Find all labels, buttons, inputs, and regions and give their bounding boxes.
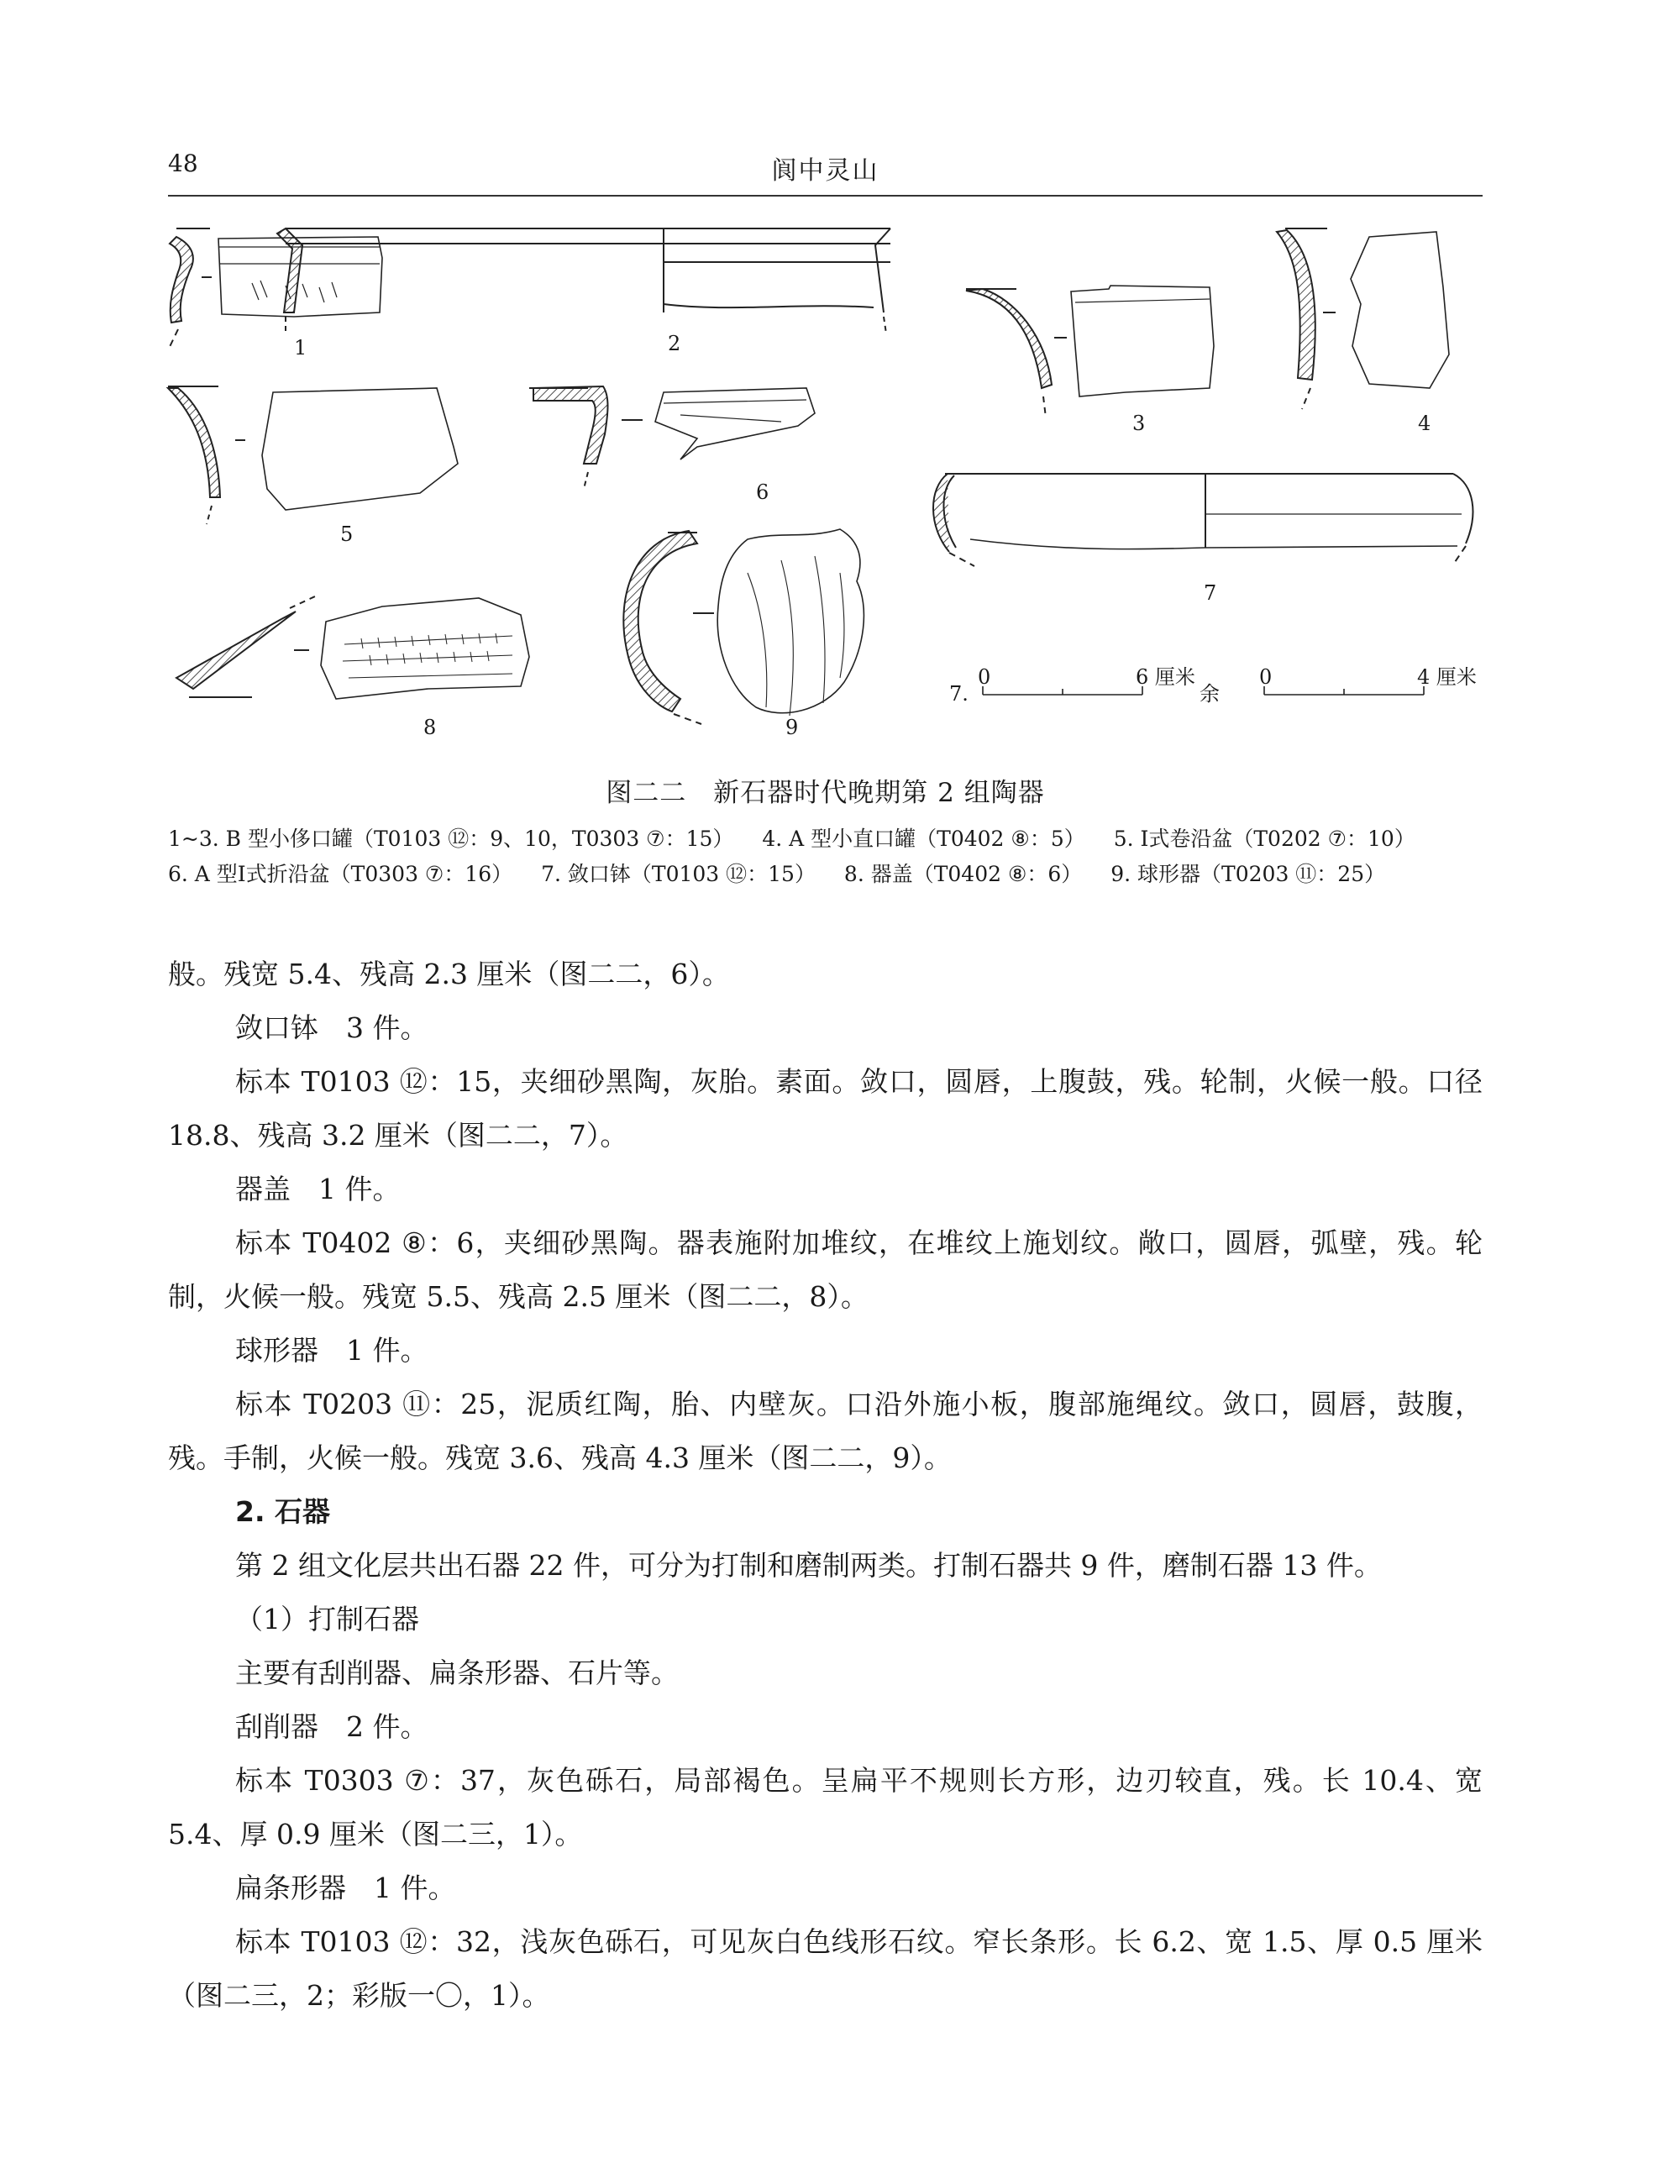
sherd-2-drawing: [277, 228, 890, 333]
fig-label-3: 3: [1132, 412, 1146, 435]
caption-item: 6. A 型Ⅰ式折沿盆（T0303 ⑦：16）: [168, 862, 513, 886]
page-header: [168, 150, 1483, 192]
figure-caption-title: 图二二 新石器时代晚期第 2 组陶器: [606, 778, 1045, 808]
paragraph: 主要有刮削器、扁条形器、石片等。: [235, 1656, 679, 1689]
fig-label-2: 2: [668, 332, 681, 355]
scale-left-end: 6 厘米: [1136, 665, 1195, 689]
caption-item: 9. 球形器（T0203 ⑪：25）: [1110, 862, 1386, 886]
item-heading: 器盖 1 件。: [235, 1173, 401, 1205]
sherd-1-drawing: [168, 228, 382, 350]
paragraph: 标本 T0103 ⑫：32，浅灰色砾石，可见灰白色线形石纹。窄长条形。长 6.2、宽 1.5、厚 0.5 厘米（图二三，2；彩版一〇，1）。: [168, 1925, 1483, 2012]
pottery-figure: [160, 220, 1495, 758]
fig-label-6: 6: [756, 480, 769, 504]
caption-row-1: [168, 822, 1495, 857]
sherd-5-drawing: [168, 386, 458, 524]
header-rule: [168, 195, 1483, 197]
fig-label-1: 1: [294, 336, 307, 360]
page-number: 48: [168, 150, 198, 177]
fig-label-7: 7: [1204, 581, 1217, 605]
item-heading: 球形器 1 件。: [235, 1334, 428, 1367]
figure-caption-items: [168, 822, 1495, 892]
paragraph: 标本 T0203 ⑪：25，泥质红陶，胎、内壁灰。口沿外施小板，腹部施绳纹。敛口，圆唇，鼓腹，残。手制，火候一般。残宽 3.6、残高 4.3 厘米（图二二，9）。: [168, 1388, 1483, 1474]
caption-row-2: [168, 857, 1495, 892]
fig-label-8: 8: [423, 716, 437, 739]
sherd-4-drawing: [1277, 228, 1449, 409]
fig-label-4: 4: [1418, 412, 1431, 435]
item-heading: 刮削器 2 件。: [235, 1710, 428, 1743]
body-text: [168, 948, 1483, 2023]
paragraph: 第 2 组文化层共出石器 22 件，可分为打制和磨制两类。打制石器共 9 件，磨制石器 13 件。: [235, 1549, 1382, 1582]
caption-item: 1~3. B 型小侈口罐（T0103 ⑫：9、10，T0303 ⑦：15）: [168, 827, 734, 851]
running-title: 阆中灵山: [771, 156, 879, 186]
caption-item: 4. A 型小直口罐（T0402 ⑧：5）: [762, 827, 1085, 851]
section-heading: 2. 石器: [235, 1495, 330, 1528]
fig-label-9: 9: [785, 716, 799, 739]
sherd-6-drawing: [529, 386, 815, 489]
paragraph: 标本 T0402 ⑧：6，夹细砂黑陶。器表施附加堆纹，在堆纹上施划纹。敞口，圆唇，弧壁，残。轮制，火候一般。残宽 5.5、残高 2.5 厘米（图二二，8）。: [168, 1226, 1483, 1313]
caption-item: 7. 敛口钵（T0103 ⑫：15）: [541, 862, 816, 886]
paragraph: 标本 T0103 ⑫：15，夹细砂黑陶，灰胎。素面。敛口，圆唇，上腹鼓，残。轮制，火候一般。口径 18.8、残高 3.2 厘米（图二二，7）。: [168, 1065, 1483, 1152]
scale-prefix: 7.: [949, 682, 969, 706]
sherd-8-drawing: [176, 596, 529, 699]
pottery-drawings: [160, 220, 1495, 758]
scale-left-zero: 0: [978, 665, 991, 689]
sherd-7-drawing: [933, 474, 1473, 566]
item-heading: 扁条形器 1 件。: [235, 1872, 456, 1904]
sherd-3-drawing: [966, 286, 1214, 417]
scale-middle: 余: [1200, 682, 1220, 706]
caption-item: 8. 器盖（T0402 ⑧：6）: [843, 862, 1083, 886]
caption-item: 5. Ⅰ式卷沿盆（T0202 ⑦：10）: [1113, 827, 1415, 851]
paragraph: 标本 T0303 ⑦：37，灰色砾石，局部褐色。呈扁平不规则长方形，边刃较直，残。长 10.4、宽 5.4、厚 0.9 厘米（图二三，1）。: [168, 1764, 1483, 1851]
fig-label-5: 5: [340, 522, 354, 546]
scale-right-end: 4 厘米: [1417, 665, 1477, 689]
scale-right-zero: 0: [1259, 665, 1273, 689]
item-heading: 敛口钵 3 件。: [235, 1011, 428, 1044]
subsection-heading: （1）打制石器: [235, 1603, 419, 1635]
sherd-9-drawing: [623, 529, 864, 724]
paragraph: 般。残宽 5.4、残高 2.3 厘米（图二二，6）。: [168, 958, 730, 990]
